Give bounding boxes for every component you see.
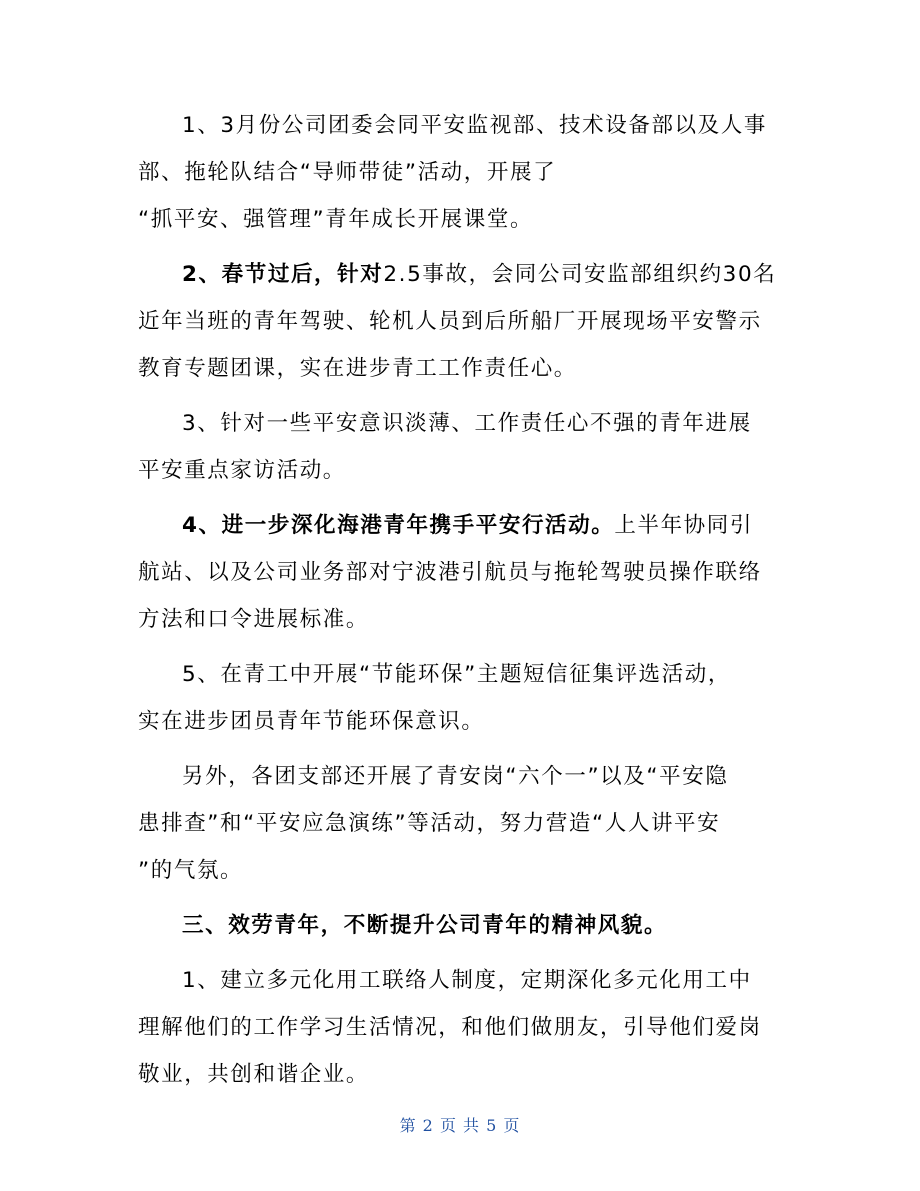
paragraph-4-bold-lead: 4、进一步深化海港青年携手平安行活动。: [182, 513, 615, 538]
paragraph-6-line-2: 患排查”和“平安应急演练”等活动，努力营造“人人讲平安: [138, 811, 721, 836]
paragraph-4-line-3: 方法和口令进展标准。: [138, 607, 370, 632]
paragraph-7-line-3: 敬业，共创和谐企业。: [138, 1062, 370, 1087]
paragraph-5: [138, 651, 788, 745]
paragraph-6-line-1: 另外，各团支部还开展了青安岗“六个一”以及“平安隐: [182, 764, 729, 789]
paragraph-2-line-2: 近年当班的青年驾驶、轮机人员到后所船厂开展现场平安警示: [138, 309, 762, 334]
paragraph-4-line-1: [138, 502, 788, 549]
paragraph-7-line-1: 1、建立多元化用工联络人制度，定期深化多元化用工中: [182, 968, 752, 993]
paragraph-4-line-2: 航站、以及公司业务部对宁波港引航员与拖轮驾驶员操作联络: [138, 560, 762, 585]
paragraph-5-line-2: 实在进步团员青年节能环保意识。: [138, 709, 485, 734]
paragraph-3-line-2: 平安重点家访活动。: [138, 458, 346, 483]
paragraph-7: [138, 957, 788, 1098]
paragraph-2-bold-lead: 2、春节过后，针对: [182, 262, 384, 287]
paragraph-2: [138, 251, 788, 392]
section-heading-3-text: 三、效劳青年，不断提升公司青年的精神风貌。: [182, 913, 668, 938]
paragraph-2-line-1: [138, 251, 788, 298]
page-number-label: 第 2 页 共 5 页: [399, 1116, 521, 1135]
paragraph-2-line-3: 教育专题团课，实在进步青工工作责任心。: [138, 356, 577, 381]
section-heading-3: [138, 902, 788, 949]
paragraph-3-line-1: 3、针对一些平安意识淡薄、工作责任心不强的青年进展: [182, 411, 752, 436]
paragraph-6: [138, 753, 788, 894]
paragraph-6-line-3: ”的气氛。: [138, 858, 244, 883]
page-footer: [0, 1113, 920, 1136]
document-body: [138, 102, 788, 1106]
paragraph-1: [138, 102, 788, 243]
paragraph-1-line-3: “抓平安、强管理”青年成长开展课堂。: [138, 207, 534, 232]
paragraph-1-line-2: 部、拖轮队结合“导师带徒”活动，开展了: [138, 160, 557, 185]
paragraph-7-line-2: 理解他们的工作学习生活情况，和他们做朋友，引导他们爱岗: [138, 1015, 762, 1040]
paragraph-4: [138, 502, 788, 643]
paragraph-4-line-1-rest: 上半年协同引: [614, 513, 753, 538]
paragraph-2-line-1-rest: 2.5事故，会同公司安监部组织约30名: [383, 262, 777, 287]
paragraph-5-line-1: 5、在青工中开展“节能环保”主题短信征集评选活动，: [182, 662, 731, 687]
paragraph-3: [138, 400, 788, 494]
paragraph-1-line-1: 1、3月份公司团委会同平安监视部、技术设备部以及人事: [182, 113, 767, 138]
